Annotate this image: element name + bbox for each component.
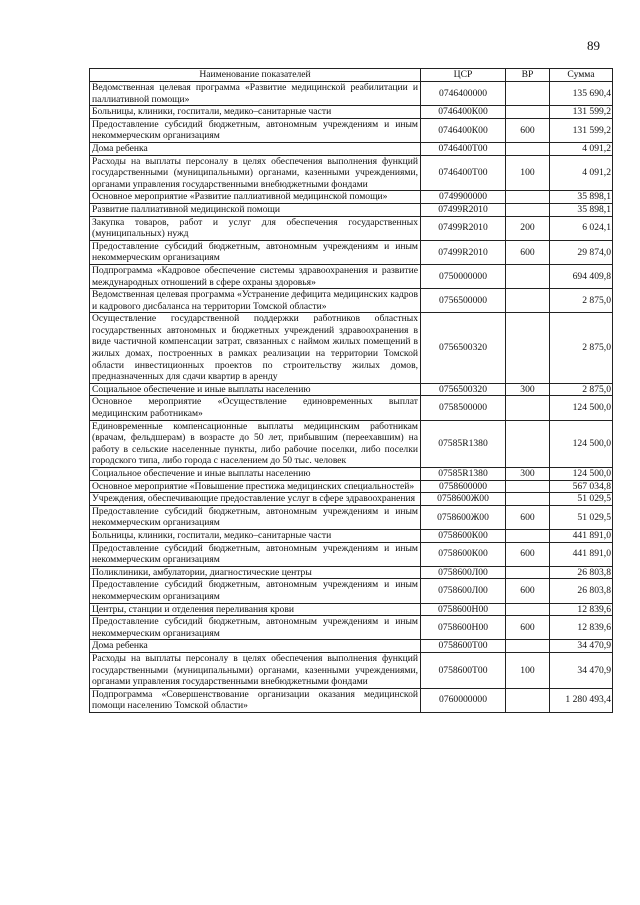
cell-sum: 2 875,0 <box>550 289 613 313</box>
cell-csr: 0758600Ж00 <box>421 493 506 506</box>
cell-vr: 600 <box>506 542 550 566</box>
table-row <box>90 106 613 119</box>
cell-name: Осуществление государственной поддержки работников областных государственных автономных и бюджетных учреждений здравоохранения в виде частичной компенсации затрат, связанных с наймом жилых помещений в жилых домах, построенных в рамках реализации на территории Томской области инвестиционных проектов по строительству жилых домов, предназначенных для сдачи квартир в аренду <box>90 313 421 384</box>
table-row <box>90 505 613 529</box>
cell-vr: 100 <box>506 652 550 688</box>
cell-csr: 0746400Т00 <box>421 155 506 191</box>
cell-vr: 600 <box>506 118 550 142</box>
cell-vr <box>506 420 550 467</box>
cell-sum: 2 875,0 <box>550 383 613 396</box>
header-vr: ВР <box>506 69 550 82</box>
table-row <box>90 264 613 288</box>
cell-vr: 200 <box>506 216 550 240</box>
cell-csr: 0750000000 <box>421 264 506 288</box>
cell-csr: 07585R1380 <box>421 420 506 467</box>
table-row <box>90 155 613 191</box>
cell-csr: 0758500000 <box>421 396 506 420</box>
table-body <box>90 82 613 713</box>
cell-vr <box>506 640 550 653</box>
cell-vr <box>506 142 550 155</box>
cell-sum: 124 500,0 <box>550 396 613 420</box>
table-row <box>90 603 613 616</box>
table-row <box>90 688 613 712</box>
cell-csr: 0746400К00 <box>421 118 506 142</box>
cell-vr <box>506 313 550 384</box>
table-row <box>90 566 613 579</box>
page-number: 89 <box>587 38 600 53</box>
cell-sum: 51 029,5 <box>550 493 613 506</box>
cell-name: Развитие паллиативной медицинской помощи <box>90 203 421 216</box>
table-row <box>90 396 613 420</box>
cell-name: Основное мероприятие «Развитие паллиативной медицинской помощи» <box>90 191 421 204</box>
cell-vr <box>506 493 550 506</box>
cell-sum: 35 898,1 <box>550 191 613 204</box>
table-row <box>90 240 613 264</box>
cell-sum: 34 470,9 <box>550 652 613 688</box>
table-header-row <box>90 69 613 82</box>
cell-vr <box>506 566 550 579</box>
cell-csr: 0749900000 <box>421 191 506 204</box>
cell-vr <box>506 191 550 204</box>
cell-vr <box>506 529 550 542</box>
cell-name: Расходы на выплаты персоналу в целях обеспечения выполнения функций государственными (муниципальными) органами, казенными учреждениями, органами управления государственными внебюджетными фондами <box>90 155 421 191</box>
cell-sum: 694 409,8 <box>550 264 613 288</box>
header-name: Наименование показателей <box>90 69 421 82</box>
cell-name: Предоставление субсидий бюджетным, автономным учреждениям и иным некоммерческим организациям <box>90 240 421 264</box>
table-row <box>90 616 613 640</box>
table-row <box>90 216 613 240</box>
cell-name: Ведомственная целевая программа «Устранение дефицита медицинских кадров и кадрового дисбаланса на территории Томской области» <box>90 289 421 313</box>
cell-name: Основное мероприятие «Осуществление единовременных выплат медицинским работникам» <box>90 396 421 420</box>
cell-csr: 0758600Н00 <box>421 603 506 616</box>
cell-sum: 26 803,8 <box>550 579 613 603</box>
cell-name: Больницы, клиники, госпитали, медико–санитарные части <box>90 106 421 119</box>
cell-csr: 07499R2010 <box>421 203 506 216</box>
table-row <box>90 480 613 493</box>
cell-name: Предоставление субсидий бюджетным, автономным учреждениям и иным некоммерческим организациям <box>90 579 421 603</box>
cell-csr: 0758600Т00 <box>421 640 506 653</box>
cell-name: Социальное обеспечение и иные выплаты населению <box>90 383 421 396</box>
cell-sum: 124 500,0 <box>550 420 613 467</box>
header-csr: ЦСР <box>421 69 506 82</box>
cell-sum: 12 839,6 <box>550 603 613 616</box>
table-row <box>90 313 613 384</box>
cell-sum: 6 024,1 <box>550 216 613 240</box>
cell-sum: 4 091,2 <box>550 155 613 191</box>
cell-sum: 34 470,9 <box>550 640 613 653</box>
cell-csr: 0746400К00 <box>421 106 506 119</box>
table-row <box>90 468 613 481</box>
cell-name: Ведомственная целевая программа «Развитие медицинской реабилитации и паллиативной помощи» <box>90 82 421 106</box>
cell-sum: 1 280 493,4 <box>550 688 613 712</box>
table-row <box>90 118 613 142</box>
cell-vr <box>506 203 550 216</box>
cell-vr: 600 <box>506 505 550 529</box>
cell-csr: 0756500000 <box>421 289 506 313</box>
cell-vr <box>506 82 550 106</box>
cell-csr: 07499R2010 <box>421 240 506 264</box>
cell-csr: 0746400Т00 <box>421 142 506 155</box>
cell-name: Предоставление субсидий бюджетным, автономным учреждениям и иным некоммерческим организациям <box>90 616 421 640</box>
table-row <box>90 493 613 506</box>
cell-sum: 4 091,2 <box>550 142 613 155</box>
cell-name: Подпрограмма «Кадровое обеспечение системы здравоохранения и развитие международных отношений в сфере охраны здоровья» <box>90 264 421 288</box>
table-row <box>90 640 613 653</box>
cell-vr <box>506 264 550 288</box>
table-row <box>90 191 613 204</box>
cell-vr: 600 <box>506 616 550 640</box>
table-row <box>90 652 613 688</box>
cell-name: Центры, станции и отделения переливания крови <box>90 603 421 616</box>
cell-csr: 0746400000 <box>421 82 506 106</box>
cell-name: Больницы, клиники, госпитали, медико–санитарные части <box>90 529 421 542</box>
table-row <box>90 203 613 216</box>
cell-vr <box>506 289 550 313</box>
cell-vr: 100 <box>506 155 550 191</box>
cell-csr: 0758600000 <box>421 480 506 493</box>
cell-csr: 0756500320 <box>421 313 506 384</box>
cell-name: Закупка товаров, работ и услуг для обеспечения государственных (муниципальных) нужд <box>90 216 421 240</box>
cell-sum: 35 898,1 <box>550 203 613 216</box>
cell-name: Предоставление субсидий бюджетным, автономным учреждениям и иным некоммерческим организациям <box>90 505 421 529</box>
cell-sum: 26 803,8 <box>550 566 613 579</box>
header-sum: Сумма <box>550 69 613 82</box>
table-row <box>90 529 613 542</box>
cell-sum: 131 599,2 <box>550 106 613 119</box>
table-row <box>90 420 613 467</box>
cell-csr: 0758600Н00 <box>421 616 506 640</box>
cell-name: Поликлиники, амбулатории, диагностические центры <box>90 566 421 579</box>
cell-vr: 600 <box>506 579 550 603</box>
cell-csr: 07585R1380 <box>421 468 506 481</box>
cell-csr: 0760000000 <box>421 688 506 712</box>
cell-sum: 131 599,2 <box>550 118 613 142</box>
cell-name: Предоставление субсидий бюджетным, автономным учреждениям и иным некоммерческим организациям <box>90 542 421 566</box>
cell-vr <box>506 480 550 493</box>
cell-sum: 12 839,6 <box>550 616 613 640</box>
cell-vr <box>506 106 550 119</box>
cell-sum: 51 029,5 <box>550 505 613 529</box>
cell-vr: 300 <box>506 383 550 396</box>
cell-csr: 0758600Ж00 <box>421 505 506 529</box>
cell-sum: 135 690,4 <box>550 82 613 106</box>
cell-vr: 300 <box>506 468 550 481</box>
cell-csr: 0758600К00 <box>421 529 506 542</box>
cell-csr: 0758600Т00 <box>421 652 506 688</box>
cell-vr: 600 <box>506 240 550 264</box>
cell-name: Единовременные компенсационные выплаты медицинским работникам (врачам, фельдшерам) в возрасте до 50 лет, прибывшим (переехавшим) на работу в сельские населенные пункты, либо рабочие поселки, либо поселки городского типа, либо города с населением до 50 тыс. человек <box>90 420 421 467</box>
cell-vr <box>506 688 550 712</box>
cell-name: Дома ребенка <box>90 640 421 653</box>
cell-sum: 441 891,0 <box>550 529 613 542</box>
table-row <box>90 289 613 313</box>
table-row <box>90 82 613 106</box>
table-row <box>90 542 613 566</box>
cell-name: Расходы на выплаты персоналу в целях обеспечения выполнения функций государственными (муниципальными) органами, казенными учреждениями, органами управления государственными внебюджетными фондами <box>90 652 421 688</box>
cell-name: Социальное обеспечение и иные выплаты населению <box>90 468 421 481</box>
cell-csr: 0758600К00 <box>421 542 506 566</box>
cell-sum: 124 500,0 <box>550 468 613 481</box>
table-row <box>90 142 613 155</box>
cell-sum: 567 034,8 <box>550 480 613 493</box>
cell-vr <box>506 603 550 616</box>
cell-sum: 29 874,0 <box>550 240 613 264</box>
cell-sum: 441 891,0 <box>550 542 613 566</box>
cell-csr: 07499R2010 <box>421 216 506 240</box>
table-row <box>90 383 613 396</box>
budget-table <box>89 68 613 713</box>
cell-name: Основное мероприятие «Повышение престижа медицинских специальностей» <box>90 480 421 493</box>
cell-csr: 0758600Л00 <box>421 566 506 579</box>
cell-csr: 0756500320 <box>421 383 506 396</box>
cell-csr: 0758600Л00 <box>421 579 506 603</box>
cell-vr <box>506 396 550 420</box>
cell-name: Учреждения, обеспечивающие предоставление услуг в сфере здравоохранения <box>90 493 421 506</box>
cell-name: Подпрограмма «Совершенствование организации оказания медицинской помощи населению Томской области» <box>90 688 421 712</box>
cell-name: Дома ребенка <box>90 142 421 155</box>
table-row <box>90 579 613 603</box>
cell-sum: 2 875,0 <box>550 313 613 384</box>
cell-name: Предоставление субсидий бюджетным, автономным учреждениям и иным некоммерческим организациям <box>90 118 421 142</box>
